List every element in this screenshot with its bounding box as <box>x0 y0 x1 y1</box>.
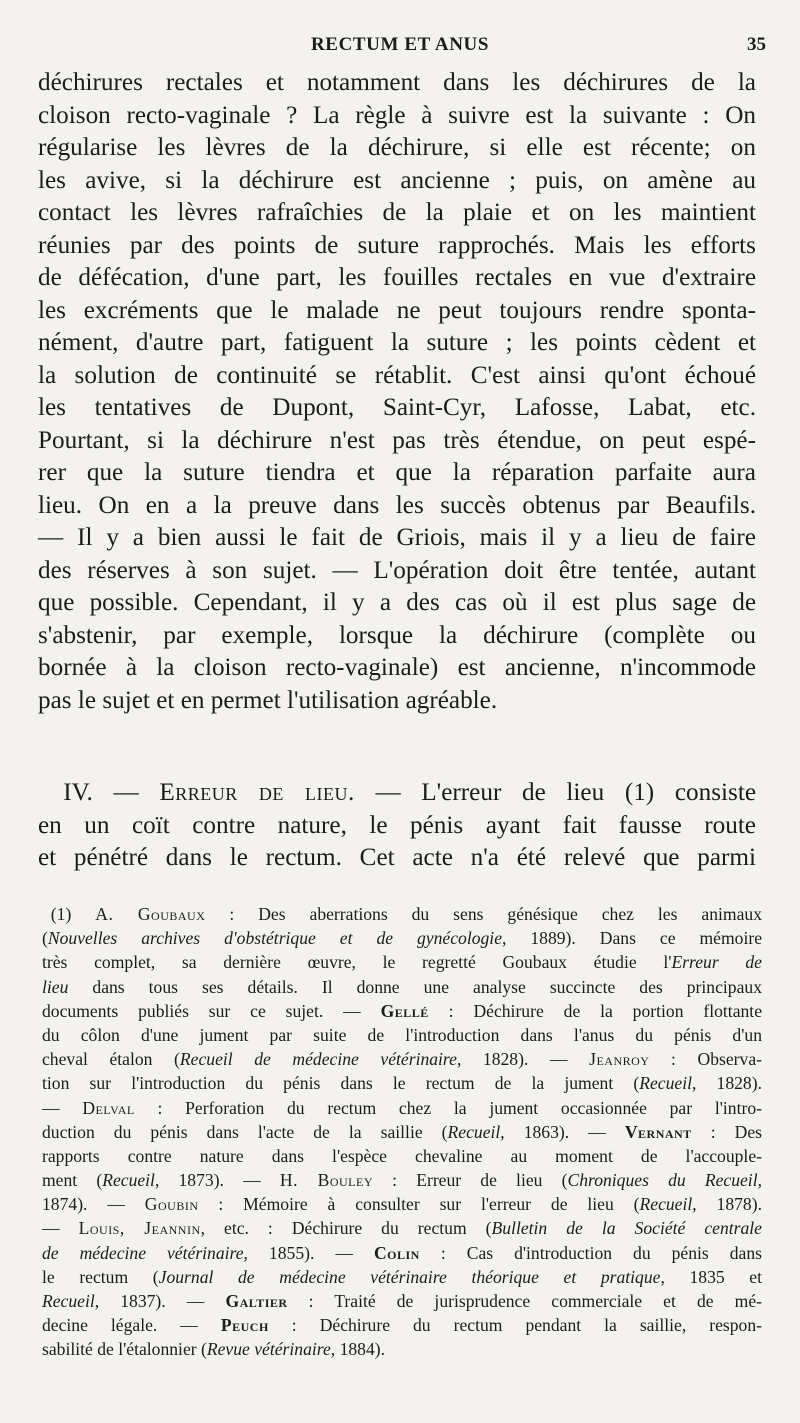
footnote-line: (1) A. Goubaux : Des aberrations du sens génésique chez les animaux <box>50 904 762 924</box>
author-name: Galtier <box>225 1291 288 1311</box>
author-name: Gellé <box>380 1000 429 1021</box>
text-line: les excréments que le malade ne peut toujours rendre sponta- <box>38 296 756 324</box>
section-number: IV. — <box>63 779 139 806</box>
text-line: — Il y a bien aussi le fait de Griois, mais il y a lieu de faire <box>38 524 756 551</box>
author-name: Delval <box>82 1097 135 1118</box>
section-intro: — L'erreur de lieu (1) consiste <box>375 779 756 806</box>
text-line: les tentatives de Dupont, Saint-Cyr, Lafosse, Labat, etc. <box>38 394 756 421</box>
text-line: cloison recto-vaginale ? La règle à suivre est la suivante : On <box>38 101 756 129</box>
text-line: pas le sujet et en permet l'utilisation agréable. <box>38 686 498 714</box>
text-line: s'abstenir, par exemple, lorsque la déchirure (complète ou <box>38 621 756 649</box>
footnote-line: le rectum (Journal de médecine vétérinaire théorique et pratique, 1835 et <box>42 1266 762 1287</box>
footnote <box>42 902 762 1362</box>
text-line: rer que la suture tiendra et que la réparation parfaite aura <box>38 459 756 486</box>
footnote-line: decine légale. — Peuch : Déchirure du rectum pendant la saillie, respon- <box>42 1315 762 1336</box>
text-line: réunies par des points de suture rapprochés. Mais les efforts <box>38 231 756 259</box>
text-line: nément, d'autre part, fatiguent la suture ; les points cèdent et <box>38 329 756 356</box>
journal-title: Bulletin de la Société centrale <box>491 1218 762 1239</box>
section-first-line <box>38 777 756 810</box>
journal-title: Chroniques du Recueil <box>567 1170 758 1191</box>
footnote-line: tion sur l'introduction du pénis dans le rectum de la jument (Recueil, 1828). <box>42 1073 762 1094</box>
text-line: des réserves à son sujet. — L'opération doit être tentée, autant <box>38 556 756 584</box>
footnote-line: cheval étalon (Recueil de médecine vétérinaire, 1828). — Jeanroy : Observa- <box>42 1049 762 1070</box>
footnote-line: très complet, sa dernière œuvre, le regretté Goubaux étudie l'Erreur de <box>42 952 762 973</box>
text-line: lieu. On en a la preuve dans les succès obtenus par Beaufils. <box>38 491 756 519</box>
journal-title: Recueil <box>639 1073 692 1094</box>
author-name: Colin <box>373 1242 420 1263</box>
journal-title: Recueil <box>42 1291 95 1311</box>
footnote-line: — Louis, Jeannin, etc. : Déchirure du rectum (Bulletin de la Société centrale <box>42 1218 762 1239</box>
journal-title: Recueil <box>639 1194 693 1215</box>
author-name: Vernant <box>624 1121 692 1142</box>
footnote-line: Recueil, 1837). — Galtier : Traité de jurisprudence commerciale et de mé- <box>42 1291 763 1311</box>
author-name: Goubin <box>144 1194 199 1215</box>
text-line: en un coït contre nature, le pénis ayant fait fausse route <box>38 811 756 839</box>
author-name: Peuch <box>220 1315 269 1336</box>
journal-title: Revue vétérinaire <box>206 1339 331 1360</box>
text-line: de défécation, d'une part, les fouilles rectales en vue d'extraire <box>38 264 756 291</box>
author-name: Jeanroy <box>589 1049 650 1070</box>
journal-title: Recueil <box>102 1170 155 1191</box>
section-heading: Erreur de lieu. <box>159 779 355 806</box>
footnote-line: lieu dans tous ses détails. Il donne une analyse succincte des principaux <box>42 976 762 997</box>
footnote-marker: (1) <box>50 904 72 924</box>
footnote-line: rapports contre nature dans l'espèce chevaline au moment de l'accouple- <box>42 1145 762 1166</box>
section-spacer <box>38 717 756 777</box>
author-name: Louis, Jeannin <box>78 1218 201 1239</box>
text-line: la solution de continuité se rétablit. C'est ainsi qu'ont échoué <box>38 361 756 389</box>
text-line: et pénétré dans le rectum. Cet acte n'a été relevé que parmi <box>38 844 756 871</box>
main-text <box>38 67 756 875</box>
footnote-line: sabilité de l'étalonnier (Revue vétérinaire, 1884). <box>42 1339 386 1360</box>
footnote-line: — Delval : Perforation du rectum chez la jument occasionnée par l'intro- <box>42 1097 762 1118</box>
work-title: lieu <box>42 976 69 997</box>
journal-title: Nouvelles archives d'obstétrique et de gynécologie <box>47 928 503 949</box>
text-line: régularise les lèvres de la déchirure, si elle est récente; on <box>38 134 756 161</box>
text-line: Pourtant, si la déchirure n'est pas très étendue, on peut espé- <box>38 426 756 454</box>
page-number: 35 <box>747 34 766 55</box>
text-line: les avive, si la déchirure est ancienne ; puis, on amène au <box>38 166 756 194</box>
text-line: que possible. Cependant, il y a des cas où il est plus sage de <box>38 589 756 616</box>
journal-title: Recueil <box>447 1121 501 1142</box>
footnote-line: documents publiés sur ce sujet. — Gellé : Déchirure de la portion flottante <box>42 1000 762 1021</box>
author-name: H. Bouley <box>279 1170 374 1191</box>
footnote-line: du côlon d'une jument par suite de l'introduction dans l'anus du pénis d'un <box>42 1024 762 1045</box>
footnote-line: (Nouvelles archives d'obstétrique et de gynécologie, 1889). Dans ce mémoire <box>42 928 763 949</box>
journal-title: de médecine vétérinaire <box>42 1242 244 1263</box>
journal-title: Recueil de médecine vétérinaire <box>179 1049 457 1070</box>
text-line: contact les lèvres rafraîchies de la plaie et on les maintient <box>38 199 756 226</box>
page-header <box>0 30 800 60</box>
journal-title: Journal de médecine vétérinaire théorique et pratique <box>158 1266 661 1287</box>
text-line: déchirures rectales et notamment dans les déchirures de la <box>38 69 756 96</box>
footnote-line: de médecine vétérinaire, 1855). — Colin : Cas d'introduction du pénis dans <box>42 1242 762 1263</box>
footnote-line: 1874). — Goubin : Mémoire à consulter sur l'erreur de lieu (Recueil, 1878). <box>42 1194 762 1215</box>
author-name: A. Goubaux <box>95 904 206 924</box>
footnote-line: ment (Recueil, 1873). — H. Bouley : Erreur de lieu (Chroniques du Recueil, <box>42 1170 762 1191</box>
footnote-line: duction du pénis dans l'acte de la saillie (Recueil, 1863). — Vernant : Des <box>42 1121 763 1142</box>
text-line: bornée à la cloison recto-vaginale) est ancienne, n'incommode <box>38 654 756 681</box>
work-title: Erreur de <box>671 952 762 973</box>
running-title: RECTUM ET ANUS <box>310 34 490 55</box>
